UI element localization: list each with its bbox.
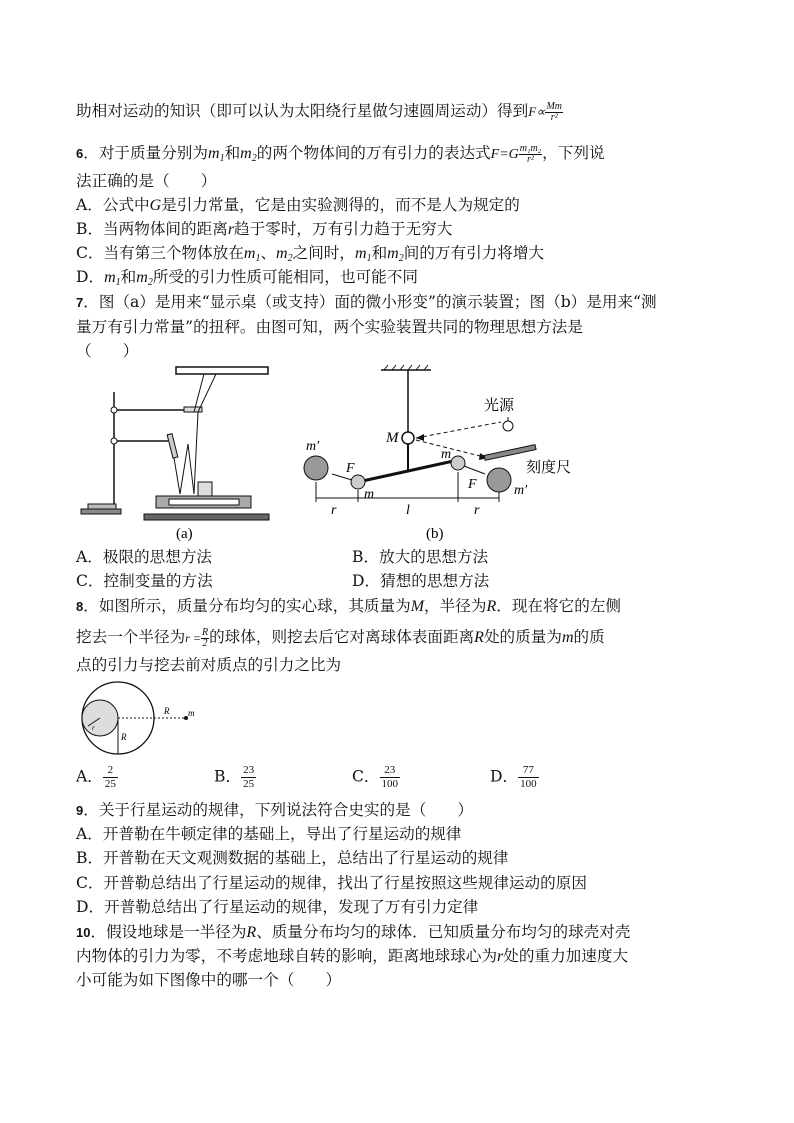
scale-label: 刻度尺 (526, 460, 572, 476)
laser-pointer (167, 434, 178, 458)
large-ball-left (304, 456, 328, 480)
q6-option-c: C．当有第三个物体放在$m_1$、$m_2$之间时，$m_1$和$m_2$间的万有引力将增大 (76, 244, 545, 264)
q8-option-a: A． $\frac{2}{25}$ (76, 764, 116, 790)
q9-option-d: D．开普勒总结出了行星运动的规律，发现了万有引力定律 (76, 898, 479, 916)
q10-stem-line1: 10．假设地球是一半径为R、质量分布均匀的球体．已知质量分布均匀的球壳对壳 (76, 923, 631, 941)
svg-text:m: m (188, 708, 195, 718)
q9-stem: 9．关于行星运动的规律，下列说法符合史实的是（ ） (76, 801, 474, 819)
light-ray-in (416, 422, 501, 438)
q9-option-a: A．开普勒在牛顿定律的基础上，导出了行星运动的规律 (76, 825, 462, 843)
stand-base (81, 509, 121, 514)
q9-option-b: B．开普勒在天文观测数据的基础上，总结出了行星运动的规律 (76, 849, 509, 867)
formula-fraction: $\frac{Mm}{\text{r²}}$ (546, 100, 563, 123)
light-ray-out (416, 440, 488, 458)
q7-option-a: A．极限的思想方法 (76, 548, 213, 566)
q8-stem-line2: 挖去一个半径为r = $\frac{R}{2}$ 的球体，则挖去后它对离球体表面距离R处的质量为m的质 (76, 626, 605, 649)
q8-stem-line3: 点的引力与挖去前对质点的引力之比为 (76, 656, 342, 674)
figure-b-torsion-balance (296, 362, 586, 542)
q8-option-d: D． $\frac{77}{100}$ (490, 764, 537, 790)
q6-option-d: D．$m_1$和$m_2$所受的引力性质可能相同，也可能不同 (76, 268, 418, 288)
question-number: 9 (76, 803, 84, 818)
q6-option-a: A．公式中G是引力常量，它是由实验测得的，而不是人为规定的 (76, 196, 520, 214)
figure-a-label: (a) (176, 526, 193, 542)
q7-stem-line1: 7．图（a）是用来“显示桌（或支持）面的微小形变”的演示装置；图（b）是用来“测 (76, 293, 657, 311)
svg-text:m: m (441, 447, 452, 462)
light-source-label: 光源 (484, 398, 515, 414)
question-number: 10 (76, 925, 91, 940)
svg-text:m: m (364, 487, 375, 502)
light-source (503, 421, 513, 431)
question-number: 7 (76, 295, 84, 310)
svg-text:l: l (406, 503, 410, 518)
q8-option-c: C． $\frac{23}{100}$ (352, 764, 399, 790)
svg-text:M: M (386, 430, 399, 446)
svg-text:r: r (331, 503, 337, 518)
formula-prefix: F∝ (528, 104, 546, 119)
q7-stem-line2: 量万有引力常量”的扭秤。由图可知，两个实验装置共同的物理思想方法是 (76, 318, 583, 336)
q7-option-d: D．猜想的思想方法 (352, 572, 490, 590)
large-ball-right (487, 468, 511, 492)
q6-stem-line1: 6．对于质量分别为$m_1$和$m_2$的两个物体间的万有引力的表达式F=G $\frac{\text{m₁m₂}}{\text{r²}}$ ，下列说 (76, 142, 605, 165)
svg-text:F: F (468, 477, 477, 492)
svg-text:m′: m′ (306, 439, 320, 454)
svg-text:R: R (121, 732, 127, 742)
question-number: 6 (76, 146, 84, 161)
svg-text:R: R (164, 706, 170, 716)
question-number: 8 (76, 599, 84, 614)
figure-b-label: (b) (426, 526, 444, 542)
q10-stem-line2: 内物体的引力为零，不考虑地球自转的影响，距离地球球心为r处的重力加速度大 (76, 947, 629, 965)
q7-stem-line3: （ ） (76, 342, 139, 360)
q6-option-b: B．当两物体间的距离r趋于零时，万有引力趋于无穷大 (76, 220, 453, 238)
svg-text:r: r (92, 724, 95, 732)
small-ball-left (351, 475, 365, 489)
svg-text:m′: m′ (514, 483, 528, 498)
q7-option-c: C．控制变量的方法 (76, 572, 213, 590)
table-base (144, 514, 269, 520)
scale-ruler (484, 445, 536, 461)
figure-q8-sphere (80, 680, 220, 760)
q6-stem-line2: 法正确的是（ ） (76, 172, 217, 190)
q7-option-b: B．放大的思想方法 (352, 548, 489, 566)
q8-stem-line1: 8．如图所示，质量分布均匀的实心球，其质量为M，半径为R．现在将它的左侧 (76, 597, 621, 615)
svg-text:r: r (474, 503, 480, 518)
q10-stem-line3: 小可能为如下图像中的哪一个（ ） (76, 971, 342, 989)
small-ball-right (451, 456, 465, 470)
figure-a-apparatus (76, 362, 276, 542)
mirror-top (176, 367, 268, 374)
gravity-formula-fraction: $\frac{\text{m₁m₂}}{\text{r²}}$ (519, 142, 542, 165)
mirror-M (402, 432, 414, 444)
q8-option-b: B． $\frac{23}{25}$ (214, 764, 255, 790)
q9-option-c: C．开普勒总结出了行星运动的规律，找出了行星按照这些规律运动的原因 (76, 874, 587, 892)
intro-line: 助相对运动的知识（即可以认为太阳绕行星做匀速圆周运动）得到F∝ $\frac{Mm}{\text{r²}}$ (76, 100, 563, 123)
svg-text:F: F (346, 461, 355, 476)
radius-fraction: $\frac{R}{2}$ (201, 626, 209, 649)
